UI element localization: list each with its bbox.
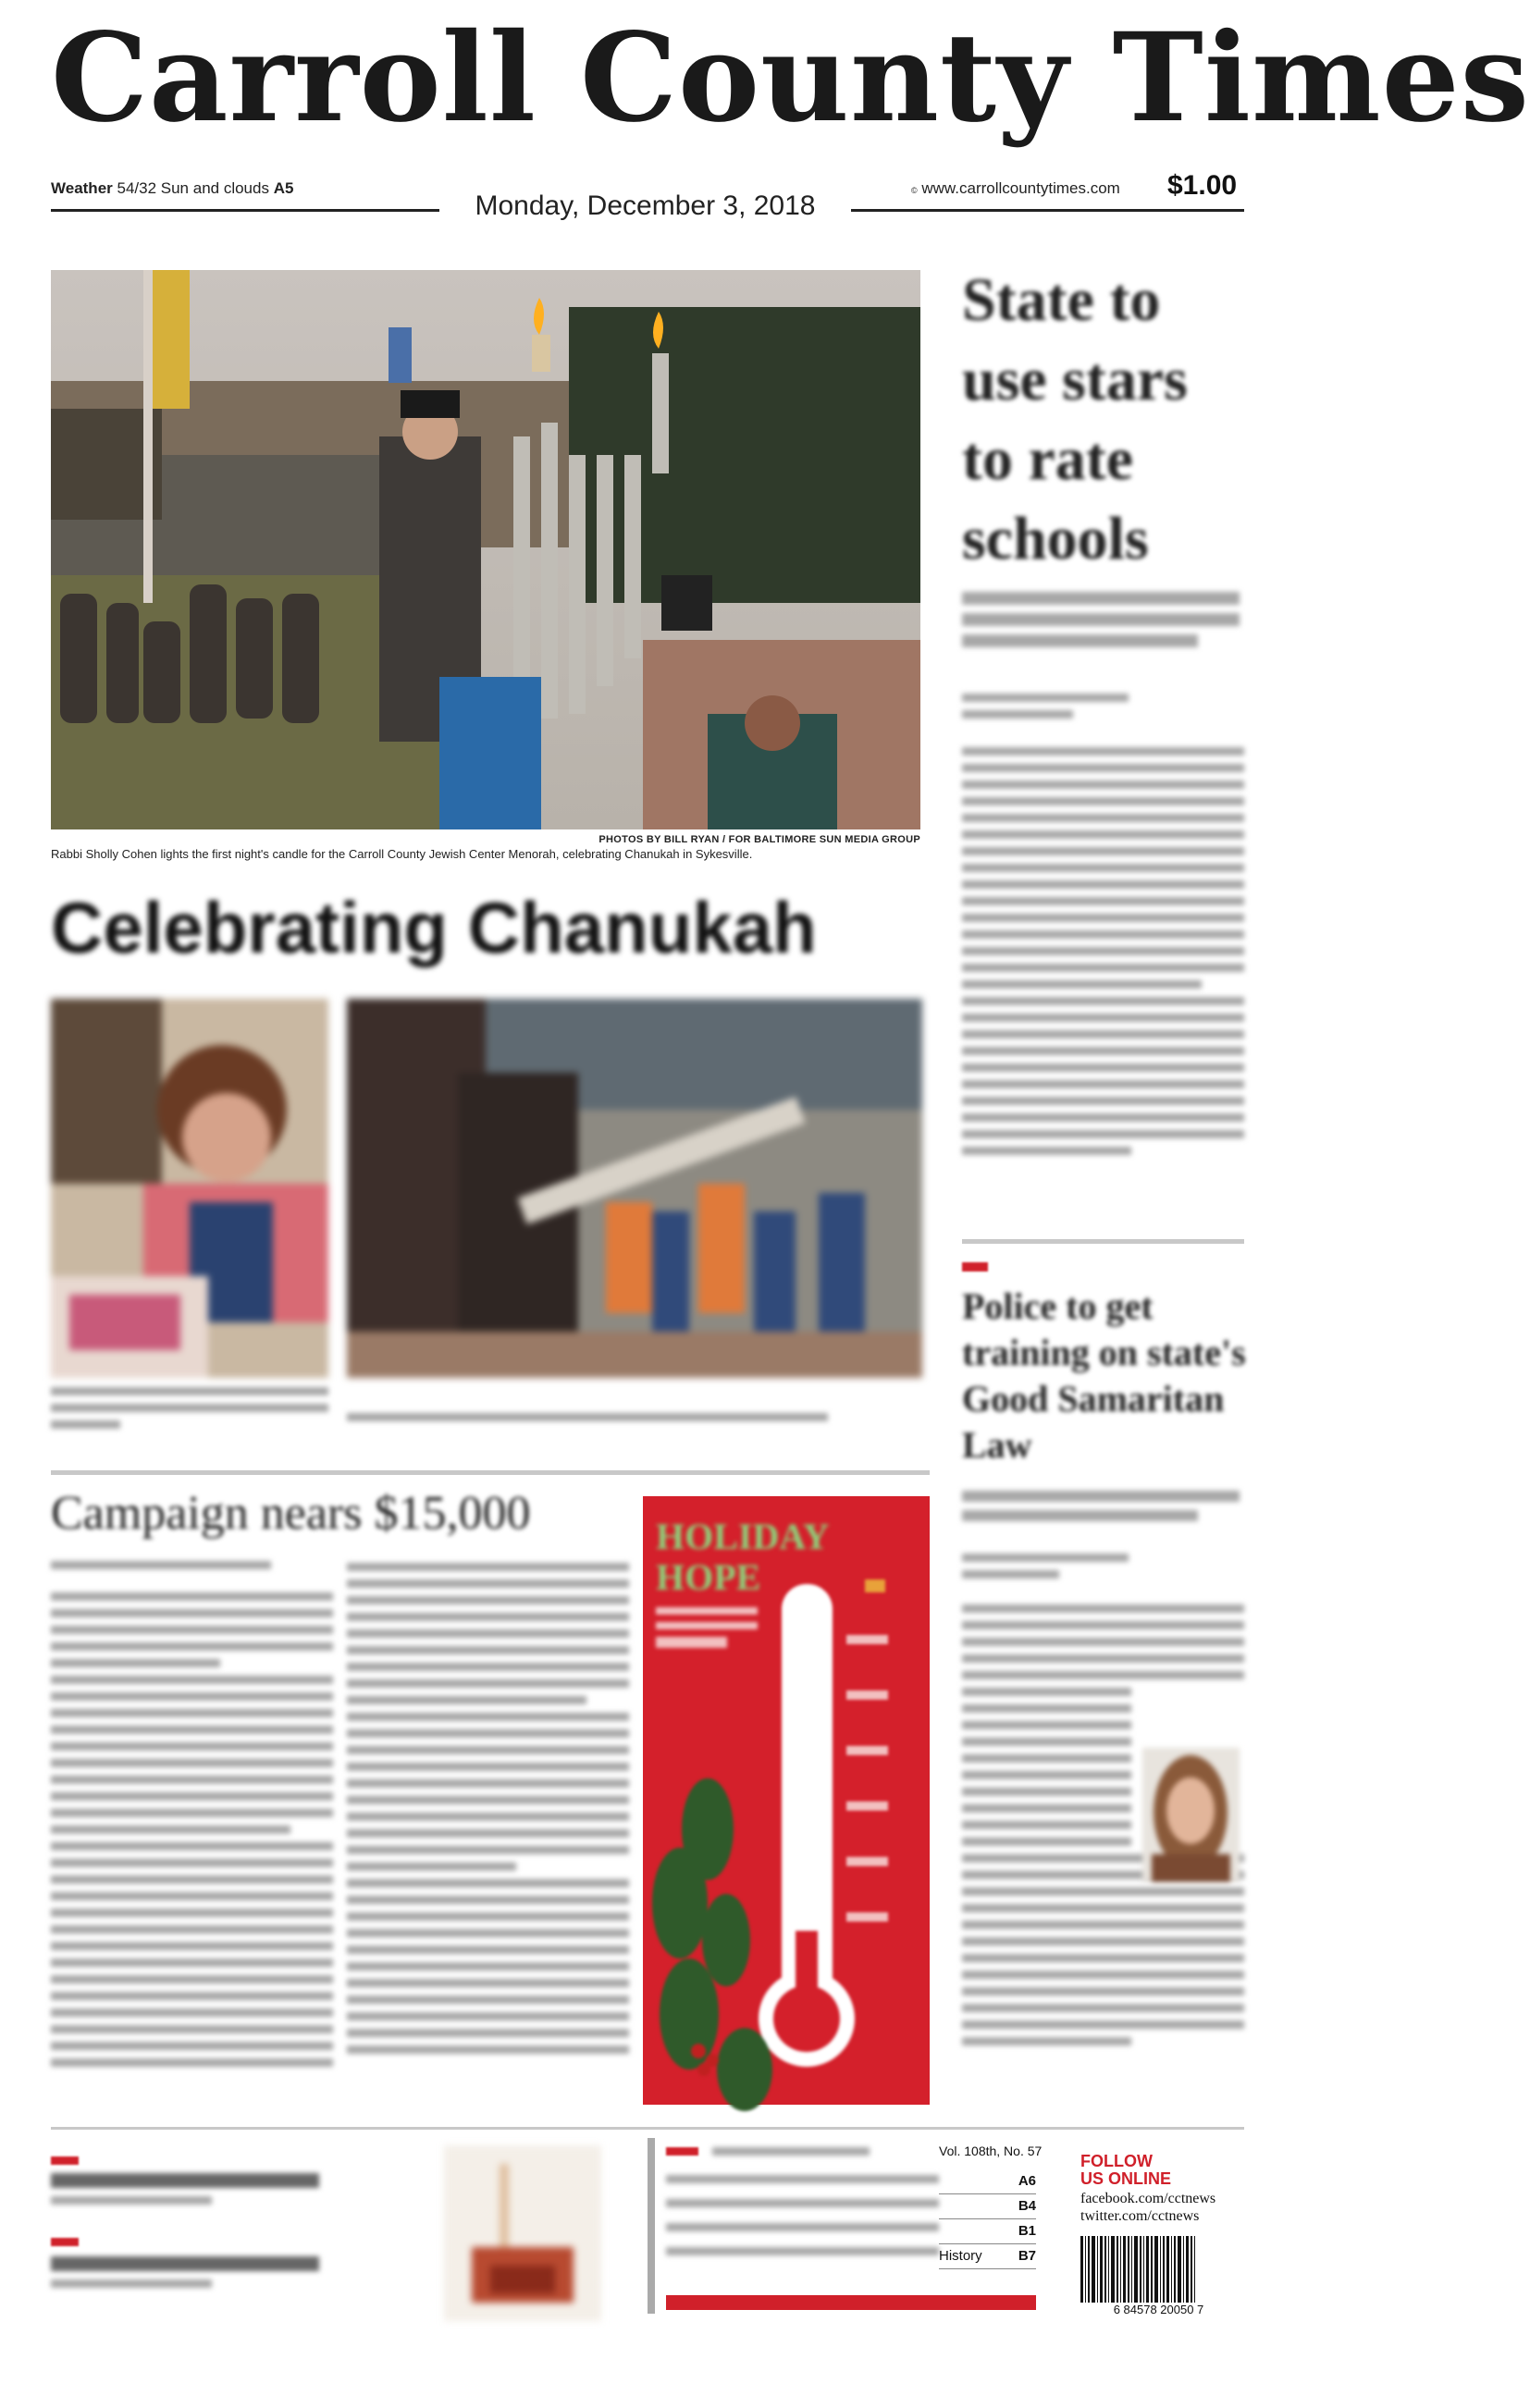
- index-row-page: A6: [1018, 2173, 1036, 2189]
- teaser-2-label: [51, 2238, 79, 2246]
- holiday-title-line2: HOPE: [656, 1556, 761, 1598]
- index-volume: Vol. 108th, No. 57: [939, 2144, 1043, 2158]
- weather-label: Weather: [51, 179, 113, 197]
- issue-date: Monday, December 3, 2018: [475, 190, 816, 221]
- columnist-photo: [1142, 1748, 1240, 1882]
- index-row-page: B1: [1018, 2223, 1036, 2239]
- weather-page: A5: [273, 179, 294, 197]
- side-story-2-label: [962, 1262, 988, 1272]
- rule-right: [851, 209, 1244, 212]
- index-red-bar: [666, 2295, 1036, 2310]
- teaser-image: [444, 2145, 601, 2321]
- twitter-link[interactable]: twitter.com/cctnews: [1080, 2208, 1200, 2224]
- side-story-2-deck: [962, 1491, 1240, 1530]
- index-table: [939, 2169, 1036, 2269]
- teaser-2-text[interactable]: [51, 2256, 319, 2296]
- section-divider: [51, 1470, 930, 1475]
- rule-left: [51, 209, 439, 212]
- right-divider: [962, 1239, 1244, 1244]
- teaser-1-label: [51, 2156, 79, 2165]
- campaign-headline[interactable]: Campaign nears $15,000: [51, 1487, 531, 1540]
- weather-value: 54/32 Sun and clouds: [117, 179, 269, 197]
- facebook-link[interactable]: facebook.com/cctnews: [1080, 2191, 1216, 2206]
- social-links: [1080, 2190, 1215, 2225]
- index-row-page: B7: [1018, 2248, 1036, 2264]
- masthead-title: Carroll County Times: [51, 6, 1530, 150]
- lead-headline: Celebrating Chanukah: [51, 887, 817, 968]
- weather-info: [51, 179, 293, 198]
- website-text: www.carrollcountytimes.com: [921, 179, 1120, 197]
- crowd-image: [347, 999, 922, 1378]
- side-story-2-headline[interactable]: Police to get training on state's Good Samaritan Law: [962, 1285, 1246, 1466]
- side-story-1-byline: [962, 694, 1240, 727]
- thermometer-icon: [643, 1496, 930, 2105]
- crowd-photo-caption: [347, 1413, 828, 1430]
- website-link[interactable]: [911, 179, 1120, 198]
- price: $1.00: [1167, 170, 1238, 201]
- index-row-label: History: [939, 2248, 982, 2264]
- side-story-2-byline: [962, 1554, 1240, 1587]
- follow-heading: [1080, 2153, 1171, 2188]
- campaign-body-col-1: [51, 1592, 333, 2106]
- campaign-byline: [51, 1561, 310, 1578]
- side-story-1-deck: [962, 592, 1240, 656]
- child-photo-caption: [51, 1387, 328, 1437]
- index-left-entries: [666, 2175, 939, 2271]
- holiday-hope-graphic: [643, 1496, 930, 2105]
- index-row[interactable]: [939, 2219, 1036, 2244]
- side-story-1-body: [962, 747, 1244, 1210]
- index-label: [666, 2147, 698, 2156]
- index-subtitle: [712, 2147, 897, 2164]
- index-row[interactable]: [939, 2244, 1036, 2269]
- index-row-page: B4: [1018, 2198, 1036, 2214]
- barcode-icon: [1080, 2236, 1238, 2303]
- child-image: [51, 999, 328, 1378]
- website-icon: ©: [911, 186, 918, 195]
- follow-line2: US ONLINE: [1080, 2169, 1172, 2188]
- candle-image: [444, 2145, 601, 2321]
- teaser-1-text[interactable]: [51, 2173, 319, 2213]
- barcode-number: 6 84578 20050 7: [1113, 2303, 1204, 2316]
- columnist-image: [1142, 1748, 1240, 1882]
- holiday-title-line1: HOLIDAY: [656, 1516, 830, 1557]
- crowd-photo: [347, 999, 922, 1378]
- footer-divider: [51, 2127, 1244, 2130]
- child-photo: [51, 999, 328, 1378]
- index-row[interactable]: [939, 2194, 1036, 2219]
- index-border: [648, 2138, 655, 2314]
- menorah-lighting-image: [51, 270, 920, 829]
- photo-caption: Rabbi Sholly Cohen lights the first night's candle for the Carroll County Jewish Center Menorah, celebrating Chanukah in Sykesville.: [51, 847, 753, 861]
- campaign-body-col-2: [347, 1563, 629, 2106]
- follow-line1: FOLLOW: [1080, 2152, 1153, 2170]
- index-row[interactable]: [939, 2169, 1036, 2194]
- lead-photo: [51, 270, 920, 829]
- photo-credit: PHOTOS BY BILL RYAN / FOR BALTIMORE SUN MEDIA GROUP: [598, 834, 920, 845]
- side-story-1-headline[interactable]: State to use stars to rate schools: [962, 266, 1188, 572]
